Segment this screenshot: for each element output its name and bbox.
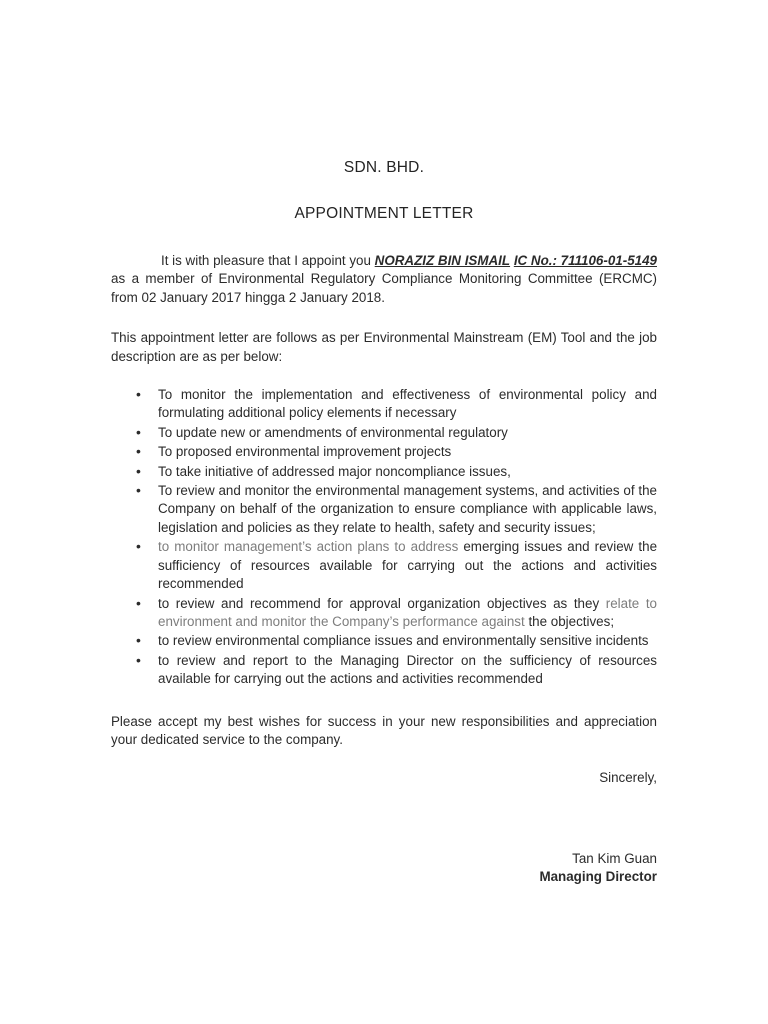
- duty-text: To update new or amendments of environmental regulatory: [158, 424, 508, 440]
- duty-text-faded: relate to environment and monitor the Company’s performance against: [158, 595, 657, 629]
- closing-paragraph: Please accept my best wishes for success in your new responsibilities and appreciation your dedicated service to the company.: [111, 713, 657, 747]
- intro-text-after-ic: as a member of Environmental Regulatory Compliance Monitoring Committee (ERCMC) from 02 January 2017 hingga 2 January 2018.: [111, 271, 657, 305]
- list-item: [111, 652, 657, 689]
- list-item: [111, 386, 657, 423]
- intro-paragraph: [111, 252, 657, 307]
- duty-text: to review and report to the Managing Director on the sufficiency of resources available for carrying out the actions and activities recommended: [158, 652, 657, 687]
- company-name: SDN. BHD.: [343, 159, 425, 176]
- lead-paragraph: This appointment letter are follows as per Environmental Mainstream (EM) Tool and the job description are as per below:: [111, 330, 657, 364]
- duties-list: [111, 386, 657, 689]
- duty-text: To review and monitor the environmental management systems, and activities of the Company on behalf of the organization to ensure compliance with applicable laws, legislation and policies as they relate to health, safety and security issues;: [158, 483, 657, 535]
- signoff-text: Sincerely,: [599, 770, 657, 786]
- duty-text: emerging issues and review the sufficiency of resources available for carrying out the actions and activities recommended: [158, 539, 658, 592]
- duty-text-part-a: to review and recommend for approval organization objectives as they: [158, 595, 606, 611]
- list-item: [111, 463, 657, 481]
- list-item: [111, 443, 657, 461]
- signer-role: Managing Director: [539, 869, 657, 885]
- intro-text-before-name: It is with pleasure that I appoint you: [161, 253, 375, 268]
- duty-text: To proposed environmental improvement projects: [158, 444, 452, 460]
- appointee-name: NORAZIZ BIN ISMAIL: [374, 253, 511, 268]
- duty-text: To monitor the implementation and effectiveness of environmental policy and formulating additional policy elements if necessary: [158, 387, 657, 421]
- list-item: [111, 632, 657, 650]
- list-item: [111, 482, 657, 537]
- signer-name: Tan Kim Guan: [572, 850, 657, 866]
- appointee-ic-number: IC No.: 711106-01-5149: [513, 253, 657, 268]
- list-item: [111, 424, 657, 442]
- duty-text: to review environmental compliance issues and environmentally sensitive incidents: [158, 633, 649, 649]
- duty-text-faded: to monitor management’s action plans to address: [158, 539, 464, 555]
- page-title: APPOINTMENT LETTER: [294, 205, 474, 222]
- letter-body: [111, 158, 657, 887]
- list-item: [111, 595, 657, 632]
- duty-text: To take initiative of addressed major noncompliance issues,: [158, 463, 511, 479]
- duty-text-part-b: the objectives;: [528, 613, 615, 629]
- list-item: [111, 538, 657, 593]
- signature-block: [111, 850, 657, 887]
